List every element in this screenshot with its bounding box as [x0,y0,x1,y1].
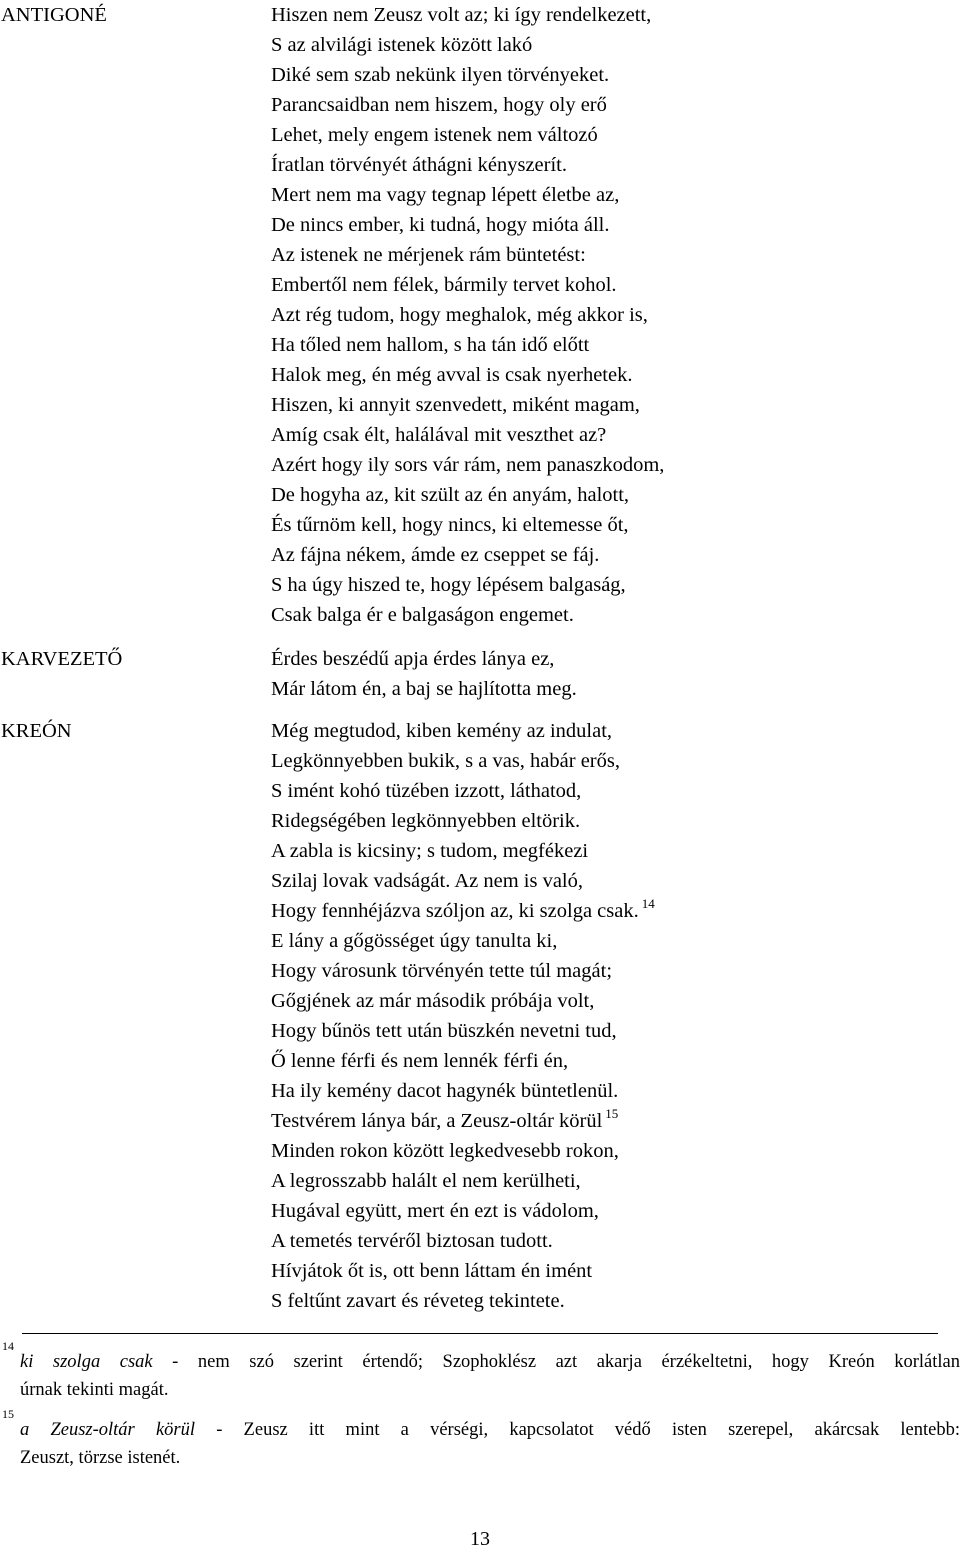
verse-line: De nincs ember, ki tudná, hogy mióta áll. [271,214,610,236]
verse-line: Ridegségében legkönnyebben eltörik. [271,810,581,832]
page-number: 13 [470,1528,490,1550]
verse-line: A zabla is kicsiny; s tudom, megfékezi [271,840,589,862]
footnote-text [20,1348,960,1376]
footnote-ref-14[interactable]: 14 [641,896,655,911]
verse-line: De hogyha az, kit szült az én anyám, halott, [271,484,630,506]
verse-line: Lehet, mely engem istenek nem változó [271,124,598,146]
verse-line-text: Testvérem lánya bár, a Zeusz-oltár körül [271,1110,603,1132]
verse-line: Minden rokon között legkedvesebb rokon, [271,1140,619,1162]
footnote-ref-15[interactable]: 15 [605,1106,619,1121]
verse-line: Azért hogy ily sors vár rám, nem panaszkodom, [271,454,665,476]
verse-line: S imént kohó tüzében izzott, láthatod, [271,780,582,802]
verse-line: Hogy városunk törvényén tette túl magát; [271,960,613,982]
verse-line: Hiszen, ki annyit szenvedett, miként magam, [271,394,640,416]
footnote-continuation: Zeuszt, törzse istenét. [20,1448,181,1468]
speaker-name: ANTIGONÉ [1,4,107,26]
verse-line: Már látom én, a baj se hajlította meg. [271,678,577,700]
speaker-name: KREÓN [1,720,72,742]
verse-line: Hívjátok őt is, ott benn láttam én imént [271,1260,593,1282]
verse-line: Íratlan törvényét áthágni kényszerít. [271,154,567,176]
verse-line: A legrosszabb halált el nem kerülheti, [271,1170,581,1192]
verse-line: Legkönnyebben bukik, s a vas, habár erős, [271,750,620,772]
verse-lines [271,716,960,1316]
verse-line-text: Hogy fennhéjázva szóljon az, ki szolga csak. [271,900,639,922]
verse-line [271,896,960,926]
verse-line: Az fájna nékem, ámde ez cseppet se fáj. [271,544,600,566]
speaker-name: KARVEZETŐ [1,648,123,670]
footnote-number: 15 [2,1407,14,1421]
footnote-body: - Zeusz itt mint a vérségi, kapcsolatot védő isten szerepel, akárcsak lentebb: [195,1420,960,1440]
footnote-term: ki szolga csak [20,1352,153,1372]
footnote-separator [22,1333,938,1334]
verse-line: Azt rég tudom, hogy meghalok, még akkor is, [271,304,648,326]
verse-line: Embertől nem félek, bármily tervet kohol. [271,274,617,296]
verse-lines [271,644,960,704]
verse-line: S feltűnt zavart és réveteg tekintete. [271,1290,565,1312]
verse-line: Halok meg, én még avval is csak nyerhetek. [271,364,633,386]
verse-line: Még megtudod, kiben kemény az indulat, [271,720,613,742]
verse-line: S az alvilági istenek között lakó [271,34,533,56]
verse-line: Amíg csak élt, halálával mit veszthet az? [271,424,607,446]
verse-line: Hogy bűnös tett után büszkén nevetni tud, [271,1020,617,1042]
verse-line: Mert nem ma vagy tegnap lépett életbe az, [271,184,620,206]
footnote-body: - nem szó szerint értendő; Szophoklész azt akarja érzékeltetni, hogy Kreón korlátlan [152,1352,960,1372]
footnote-continuation: úrnak tekinti magát. [20,1380,169,1400]
verse-line: És tűrnöm kell, hogy nincs, ki eltemesse őt, [271,514,629,536]
verse-line: Hugával együtt, mert én ezt is vádolom, [271,1200,599,1222]
footnote-number: 14 [2,1339,14,1353]
verse-line: Diké sem szab nekünk ilyen törvényeket. [271,64,610,86]
verse-line: A temetés tervéről biztosan tudott. [271,1230,553,1252]
verse-line: S ha úgy hiszed te, hogy lépésem balgaság, [271,574,626,596]
footnote-term: a Zeusz-oltár körül [20,1420,195,1440]
verse-line: Ha tőled nem hallom, s ha tán idő előtt [271,334,590,356]
verse-line: Az istenek ne mérjenek rám büntetést: [271,244,586,266]
verse-line [271,1106,960,1136]
verse-line: Ő lenne férfi és nem lennék férfi én, [271,1050,569,1072]
verse-lines [271,0,960,630]
verse-line: E lány a gőgösséget úgy tanulta ki, [271,930,558,952]
verse-line: Parancsaidban nem hiszem, hogy oly erő [271,94,607,116]
footnote-text [20,1416,960,1444]
verse-line: Ha ily kemény dacot hagynék büntetlenül. [271,1080,619,1102]
verse-line: Csak balga ér e balgaságon engemet. [271,604,574,626]
verse-line: Érdes beszédű apja érdes lánya ez, [271,648,555,670]
verse-line: Szilaj lovak vadságát. Az nem is való, [271,870,583,892]
verse-line: Gőgjének az már második próbája volt, [271,990,595,1012]
verse-line: Hiszen nem Zeusz volt az; ki így rendelkezett, [271,4,652,26]
